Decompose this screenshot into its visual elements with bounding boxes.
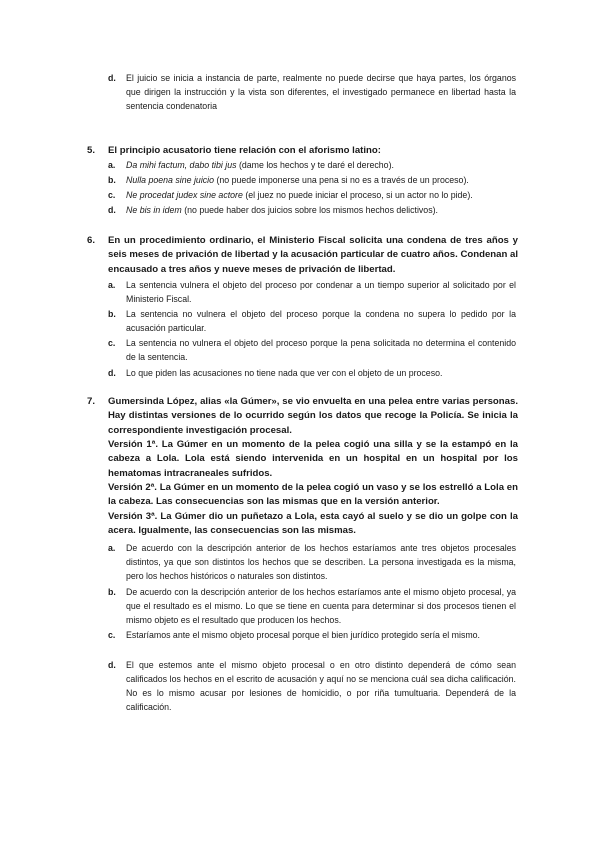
option-text: La sentencia no vulnera el objeto del proceso porque la pena solicitada no determina el contenido de la sentencia. [126,338,516,362]
option-text: Estaríamos ante el mismo objeto procesal porque el bien jurídico protegido sería el mismo. [126,630,481,640]
option-letter: b. [108,587,116,597]
version-3: Versión 3ª. La Gúmer dio un puñetazo a Lola, esta cayó al suelo y se dio un golpe con la acera. Igualmente, las consecuencias son las mismas. [108,511,518,537]
option-letter: d. [108,205,116,215]
version-1: Versión 1ª. La Gúmer en un momento de la pelea cogió una silla y se la estampó en la cabeza a Lola. Lola está siendo intervenida en un hospital en un hospital por los hematomas intracraneales sufridos. [108,439,518,479]
question-number: 5. [87,145,96,156]
option-text: Ne bis in idem (no puede haber dos juicios sobre los mismos hechos delictivos). [126,205,438,215]
version-2: Versión 2ª. La Gúmer en un momento de la pelea cogió un vaso y se los estrelló a Lola en la cabeza. Las consecuencias son las mismas que en la versión anterior. [108,482,518,508]
option-letter: d. [108,660,116,670]
option-letter: b. [108,309,116,319]
question-intro: Gumersinda López, alias «la Gúmer», se vio envuelta en una pelea entre varias personas. Hay distintas versiones de lo ocurrido según los datos que recoge la Policía. Se inicia la correspondiente investigación procesal. [108,396,518,436]
option-text: De acuerdo con la descripción anterior de los hechos estaríamos ante el mismo objeto procesal, ya que el resultado es el mismo. Lo que se tiene en cuenta para determinar si dos procesos tienen el mismo objeto es el resultado que producen los hechos. [126,587,516,625]
option-letter: d. [108,368,116,378]
option-text: La sentencia no vulnera el objeto del proceso porque la condena no supera lo pedido por la acusación particular. [126,309,516,333]
option-text: La sentencia vulnera el objeto del proceso por condenar a un tiempo superior al solicitado por el Ministerio Fiscal. [126,280,516,304]
question-number: 7. [87,396,96,407]
option-text: De acuerdo con la descripción anterior de los hechos estaríamos ante tres objetos procesales distintos, ya que son distintos los hechos que se describen. La persona investigada es la misma, pero los hechos históricos o naturales son distintos. [126,543,516,581]
option-text: Ne procedat judex sine actore (el juez no puede iniciar el proceso, si un actor no lo pide). [126,190,473,200]
option-text: Da mihi factum, dabo tibi jus (dame los hechos y te daré el derecho). [126,160,394,170]
latin-maxim: Ne bis in idem [126,205,182,215]
option-letter: a. [108,543,116,553]
option-letter: c. [108,190,116,200]
question-text: En un procedimiento ordinario, el Ministerio Fiscal solicita una condena de tres años y seis meses de privación de libertad y la acusación particular de cuatro años. Condenan al encausado a tres años y nueve meses de privación de libertad. [108,235,519,275]
option-letter: b. [108,175,116,185]
latin-maxim: Da mihi factum, dabo tibi jus [126,160,237,170]
option-letter: a. [108,280,116,290]
option-text: Lo que piden las acusaciones no tiene nada que ver con el objeto de un proceso. [126,368,443,378]
option-text: Nulla poena sine juicio (no puede imponerse una pena si no es a través de un proceso). [126,175,469,185]
latin-maxim: Nulla poena sine juicio [126,175,215,185]
option-letter: d. [108,73,116,83]
option-letter: c. [108,338,116,348]
question-number: 6. [87,235,96,246]
question-text: El principio acusatorio tiene relación con el aforismo latino: [108,145,381,156]
latin-maxim: Ne procedat judex sine actore [126,190,243,200]
option-text: El juicio se inicia a instancia de parte, realmente no puede decirse que haya partes, los órganos que dirigen la instrucción y la vista son diferentes, el investigado permanece en libertad hasta la sentencia condenatoria [126,73,516,111]
option-letter: a. [108,160,116,170]
option-text: El que estemos ante el mismo objeto procesal o en otro distinto dependerá de cómo sean calificados los hechos en el escrito de acusación y aquí no se menciona cuál sea dicha calificación. No es lo mismo acusar por lesiones de homicidio, o por riña tumultuaria. Dependerá de la calificación. [126,660,516,712]
option-letter: c. [108,630,116,640]
